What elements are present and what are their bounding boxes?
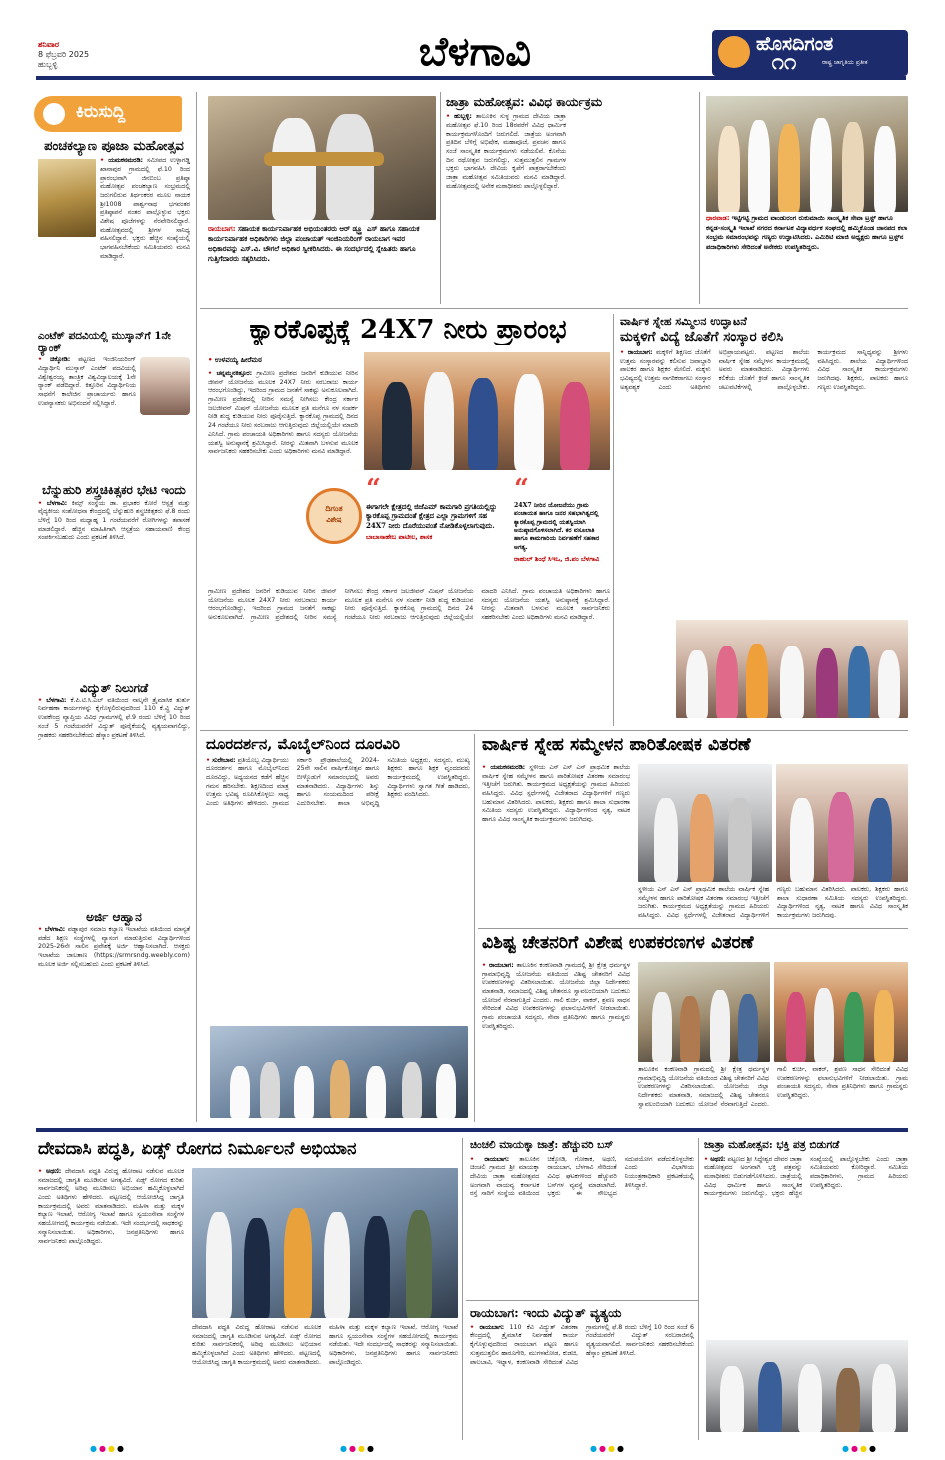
quote-icon: “ — [514, 476, 529, 504]
story-body: • ರಾಯಬಾಗ: ತಾಲೂಕಿನ ಚಿಂಚಲಿ ಗ್ರಾಮದ ಶ್ರೀ ಮಾಯಕ್ಕಾ ದೇವಿಯ ಜಾತ್ರಾ ಮಹೋತ್ಸವದ ಅಂಗವಾಗಿ ವಾಯವ್ಯ ಕರ್ನಾಟಕ ರಸ್ತೆ ಸಾರಿಗೆ ಸಂಸ್ಥೆಯ ವತಿಯಿಂದ ಚಿಕ್ಕೋಡಿ, ಗೋಕಾಕ, ಅಥಣಿ, ರಾಯಬಾಗ, ಬೆಳಗಾವಿ ಸೇರಿದಂತೆ ವಿವಿಧ ಘಟಕಗಳಿಂದ ಹೆಚ್ಚುವರಿ ಬಸ್‌ಗಳ ವ್ಯವಸ್ಥೆ ಮಾಡಲಾಗಿದೆ. ಭಕ್ತರು ಈ ಸೌಲಭ್ಯದ ಸದುಪಯೋಗ ಪಡೆದುಕೊಳ್ಳಬೇಕು ಎಂದು ವಿಭಾಗೀಯ ನಿಯಂತ್ರಣಾಧಿಕಾರಿ ಪ್ರಕಟಣೆಯಲ್ಲಿ ತಿಳಿಸಿದ್ದಾರೆ. — [470, 1155, 694, 1198]
bhakti-patra-photo — [706, 1340, 908, 1432]
bottom-band-rule — [36, 1128, 908, 1132]
page-number: ೧೧ — [771, 52, 797, 74]
lead-body-continued — [208, 588, 610, 724]
story-body: • ಅಥಣಿ: ಪಟ್ಟಣದ ಶ್ರೀ ಸಿದ್ಧೇಶ್ವರ ದೇವರ ಜಾತ್ರಾ ಮಹೋತ್ಸವದ ಅಂಗವಾಗಿ ಭಕ್ತಿ ಪತ್ರವನ್ನು ಮಠಾಧೀಶರು ಬಿಡುಗಡೆಗೊಳಿಸಿದರು. ಜಾತ್ರೆಯಲ್ಲಿ ವಿವಿಧ ಧಾರ್ಮಿಕ ಹಾಗೂ ಸಾಂಸ್ಕೃತಿಕ ಕಾರ್ಯಕ್ರಮಗಳು ಜರುಗಲಿದ್ದು, ಭಕ್ತರು ಹೆಚ್ಚಿನ ಸಂಖ್ಯೆಯಲ್ಲಿ ಪಾಲ್ಗೊಳ್ಳಬೇಕು ಎಂದು ಜಾತ್ರಾ ಸಮಿತಿಯವರು ಕೋರಿದ್ದಾರೆ. ಸಮಿತಿಯ ಪದಾಧಿಕಾರಿಗಳು, ಗ್ರಾಮದ ಹಿರಿಯರು ಉಪಸ್ಥಿತರಿದ್ದರು. — [704, 1155, 908, 1198]
byline-text: ಉಳವಯ್ಯ ಹೀರೆಮಠ — [214, 356, 262, 364]
story-headline: ಜಾತ್ರಾ ಮಹೋತ್ಸವ: ವಿವಿಧ ಕಾರ್ಯಕ್ರಮ — [446, 96, 603, 109]
story-headline: ದೇವದಾಸಿ ಪದ್ಧತಿ, ಏಡ್ಸ್ ರೋಗದ ನಿರ್ಮೂಲನೆ ಅಭಿಯಾನ — [38, 1140, 357, 1159]
story-dateline: ರಾಯಬಾಗ: — [488, 962, 514, 969]
doordarshan-story — [206, 736, 470, 1122]
edition-title: ಬೆಳಗಾವಿ — [418, 32, 532, 72]
story-headline: ರಾಯಬಾಗ: ಇಂದು ವಿದ್ಯುತ್ ವ್ಯತ್ಯಯ — [470, 1306, 622, 1320]
brief-dateline: ಬೆಳಗಾವಿ: — [44, 925, 66, 933]
story-subhead: ಮಕ್ಕಳಿಗೆ ವಿದ್ಯೆ ಜೊತೆಗೆ ಸಂಸ್ಕಾರ ಕಲಿಸಿ — [620, 329, 784, 346]
briefs-column — [38, 140, 190, 1120]
digantha-special-seal — [306, 488, 362, 544]
equipment-photo-left — [638, 962, 770, 1062]
caption-text: ಇಟ್ಟಿಗಟ್ಟಿ ಗ್ರಾಮದ ವಾಂಡುರಂಗ ರುಕುಮಾಯಿ ಸಾಂಸ್ಕೃತಿಕ ಸೇವಾ ಟ್ರಸ್ಟ್ ಹಾಗೂ ಕನ್ನಡ-ಸಂಸ್ಕೃತಿ ಇಲಾಖೆ ನಗರದ ಕರ್ನಾಟಕ ವಿದ್ಯಾವರ್ಧಕ ಸಂಘದಲ್ಲಿ ಹಮ್ಮಿಕೊಂಡ ಜಾನಪದ ಕಲಾ ಸಂಭ್ರಮ ಸಮಾರಂಭವನ್ನು ಗಣ್ಯರು ಉದ್ಘಾಟಿಸಿದರು. ಎಮಿರಿಟಿ ಮಾಜಿ ಅಧ್ಯಕ್ಷರು ಹಾಗೂ ಟ್ರಸ್ಟ್‌ನ ಪದಾಧಿಕಾರಿಗಳು ಸೇರಿದಂತೆ ಅನೇಕರು ಉಪಸ್ಥಿತರಿದ್ದರು. — [706, 214, 908, 251]
story-headline: ವಾರ್ಷಿಕ ಸ್ನೇಹ ಸಮ್ಮೇಳನ ಪಾರಿತೋಷಕ ವಿತರಣೆ — [482, 736, 751, 755]
story-text: ತಾಲೂಕಿನ ಚಿಂಚಲಿ ಗ್ರಾಮದ ಶ್ರೀ ಮಾಯಕ್ಕಾ ದೇವಿಯ ಜಾತ್ರಾ ಮಹೋತ್ಸವದ ಅಂಗವಾಗಿ ವಾಯವ್ಯ ಕರ್ನಾಟಕ ರಸ್ತೆ ಸಾರಿಗೆ ಸಂಸ್ಥೆಯ ವತಿಯಿಂದ ಚಿಕ್ಕೋಡಿ, ಗೋಕಾಕ, ಅಥಣಿ, ರಾಯಬಾಗ, ಬೆಳಗಾವಿ ಸೇರಿದಂತೆ ವಿವಿಧ ಘಟಕಗಳಿಂದ ಹೆಚ್ಚುವರಿ ಬಸ್‌ಗಳ ವ್ಯವಸ್ಥೆ ಮಾಡಲಾಗಿದೆ. ಭಕ್ತರು ಈ ಸೌಲಭ್ಯದ ಸದುಪಯೋಗ ಪಡೆದುಕೊಳ್ಳಬೇಕು ಎಂದು ವಿಭಾಗೀಯ ನಿಯಂತ್ರಣಾಧಿಕಾರಿ ಪ್ರಕಟಣೆಯಲ್ಲಿ ತಿಳಿಸಿದ್ದಾರೆ. — [470, 1155, 694, 1198]
story-dateline: ಸುರೇಬಾನ: — [212, 756, 236, 764]
story-dateline: ರಾಯಬಾಗ: — [627, 348, 653, 356]
story-headline: ಜಾತ್ರಾ ಮಹೋತ್ಸವ: ಭಕ್ತಿ ಪತ್ರ ಬಿಡುಗಡೆ — [704, 1140, 840, 1151]
annual-day-photo — [676, 620, 908, 718]
lead-headline: ಕ್ಯಾರಕೊಪ್ಪಕ್ಕೆ 24X7 ನೀರು ಪ್ರಾರಂಭ — [249, 316, 567, 345]
column-rule — [474, 734, 475, 1122]
student-portrait-photo — [140, 357, 190, 415]
story-text: ತಾಲೂಕಿನ ಸುಳ್ಳ ಗ್ರಾಮದ ದೇವಿಯ ಜಾತ್ರಾ ಮಹೋತ್ಸವ ಫೆ.10 ರಿಂದ 18ರವರೆಗೆ ವಿವಿಧ ಧಾರ್ಮಿಕ ಕಾರ್ಯಕ್ರಮಗಳೊಂದಿಗೆ ಜರುಗಲಿದೆ. ಜಾತ್ರೆಯ ಅಂಗವಾಗಿ ಪ್ರತಿದಿನ ಬೆಳಿಗ್ಗೆ ಅಭಿಷೇಕ, ಮಹಾಪೂಜೆ, ಪ್ರವಚನ ಹಾಗೂ ಸಂಜೆ ಸಾಂಸ್ಕೃತಿಕ ಕಾರ್ಯಕ್ರಮಗಳು ನಡೆಯಲಿವೆ. ಕೊನೆಯ ದಿನ ರಥೋತ್ಸವ ಜರುಗಲಿದ್ದು, ಸುತ್ತಮುತ್ತಲಿನ ಗ್ರಾಮಗಳ ಭಕ್ತರು ಭಾಗವಹಿಸಿ ದೇವಿಯ ಕೃಪೆಗೆ ಪಾತ್ರರಾಗಬೇಕೆಂದು ಜಾತ್ರಾ ಮಹೋತ್ಸವ ಸಮಿತಿಯವರು ಮನವಿ ಮಾಡಿದ್ದಾರೆ. ಮಹೋತ್ಸವದಲ್ಲಿ ಅನೇಕ ಮಠಾಧೀಶರು ಪಾಲ್ಗೊಳ್ಳಲಿದ್ದಾರೆ. — [446, 113, 566, 190]
column-rule — [196, 92, 197, 1122]
chinchali-story — [470, 1140, 694, 1296]
story-text: ತಾಲೂಕಿನ ಕಂಕಣವಾಡಿ ಗ್ರಾಮದಲ್ಲಿ ಶ್ರೀ ಕ್ಷೇತ್ರ ಧರ್ಮಸ್ಥಳ ಗ್ರಾಮಾಭಿವೃದ್ಧಿ ಯೋಜನೆಯ ವತಿಯಿಂದ ವಿಶಿಷ್ಟ ಚೇತನರಿಗೆ ವಿವಿಧ ಉಪಕರಣಗಳನ್ನು ವಿತರಿಸಲಾಯಿತು. ಯೋಜನೆಯ ಜಿಲ್ಲಾ ನಿರ್ದೇಶಕರು ಮಾತನಾಡಿ, ಸಮಾಜದಲ್ಲಿ ವಿಶಿಷ್ಟ ಚೇತನರೂ ಸ್ವಾವಲಂಬಿಯಾಗಿ ಬದುಕಲು ಯೋಜನೆ ನೆರವಾಗುತ್ತಿದೆ ಎಂದರು. ಗಾಲಿ ಕುರ್ಚಿ, ವಾಕರ್, ಶ್ರವಣ ಸಾಧನ ಸೇರಿದಂತೆ ವಿವಿಧ ಉಪಕರಣಗಳನ್ನು ಫಲಾನುಭವಿಗಳಿಗೆ ನೀಡಲಾಯಿತು. ಗ್ರಾಮ ಪಂಚಾಯತಿ ಸದಸ್ಯರು, ಸೇವಾ ಪ್ರತಿನಿಧಿಗಳು ಹಾಗೂ ಗ್ರಾಮಸ್ಥರು ಉಪಸ್ಥಿತರಿದ್ದರು. — [482, 962, 630, 1030]
brief-text: ಸಮೀಪದ ಉಳ್ಳಾಗಡ್ಡಿ ಖಾನಾಪುರ ಗ್ರಾಮದಲ್ಲಿ ಫೆ.10 ರಿಂದ ಪ್ರಾರಂಭವಾಗಿ ಜಿನಬಿಂಬ ಪ್ರತಿಷ್ಠಾ ಮಹೋತ್ಸವ ಪಂಚಕಲ್ಯಾಣ ಸಂಭ್ರಮದಲ್ಲಿ ಜರುಗಲಿರುವ ತಿರ್ಥಂಕರರ ಮೂಲ ನಾಯಕ ಶ್ರೀ1008 ಪಾರ್ಶ್ವನಾಥ ಭಗವಂತರ ಪ್ರತಿಷ್ಠಾಪನೆ ನಂತರ ಪಾಲ್ಗೊಳ್ಳುವ ಭಕ್ತರು ವಿಶೇಷ ಪೂಜೆಗಳನ್ನು ನೆರವೇರಿಸಲಿದ್ದಾರೆ. ಮಹೋತ್ಸವದಲ್ಲಿ ಶ್ರೀಗಳ ಸಾನಿಧ್ಯ ವಹಿಸಲಿದ್ದಾರೆ. ಭಕ್ತರು ಹೆಚ್ಚಿನ ಸಂಖ್ಯೆಯಲ್ಲಿ ಭಾಗವಹಿಸಬೇಕೆಂದು ಸಮಿತಿಯವರು ಮನವಿ ಮಾಡಿದ್ದಾರೆ. — [100, 157, 190, 260]
lead-byline: • ಉಳವಯ್ಯ ಹೀರೆಮಠ — [208, 356, 262, 364]
story-dateline: ಅಥಣಿ: — [710, 1155, 726, 1163]
devadasi-story — [38, 1140, 458, 1436]
section-rule — [478, 928, 908, 929]
paper-name: ಹೊಸದಿಗಂತ — [756, 33, 834, 55]
caption-text: ಸಹಾಯಕ ಕಾರ್ಯನಿರ್ವಾಹಕ ಅಭಿಯಂತರರು ಆರ್ ಡ್ಬ್ಲ್ಯೂ ಎಸ್ ಹಾಗೂ ಸಹಾಯಕ ಕಾರ್ಯನಿರ್ವಾಹಕ ಅಧಿಕಾರಿಗಳು ಜಿಲ್ಲಾ ಪಂಚಾಯತ್ ಇಂಜಿನಿಯರಿಂಗ್ ರಾಯಬಾಗ ಇವರ ಅಧಿಕಾರವನ್ನು ಎಸ್.ವಿ. ಚೌಗಲೆ ಅಧಿಕಾರ ಸ್ವೀಕರಿಸಿದರು. ಈ ಸಂದರ್ಭದಲ್ಲಿ ಸ್ನೇಹಿತರು ಹಾಗೂ ಗುತ್ತಿಗೆದಾರರು ಸತ್ಕರಿಸಿದರು. — [208, 225, 420, 264]
story-dateline: ಚನ್ನಮ್ಮನಕಿತ್ತೂರ: — [216, 370, 253, 377]
column-rule — [699, 92, 700, 304]
jain-idol-photo — [38, 159, 96, 237]
story-dateline: ಹುಬ್ಬಳ್ಳಿ: — [454, 113, 472, 121]
story-text: ದೇವದಾಸಿ ಪದ್ಧತಿ ವಿರುದ್ಧ ಹೋರಾಟ ನಡೆಸುವ ಮೂಲಕ ಸಮಾಜದಲ್ಲಿ ಜಾಗೃತಿ ಮೂಡಿಸುವ ಅಗತ್ಯವಿದೆ. ಏಡ್ಸ್ ರೋಗದ ಕುರಿತು ಸಾರ್ವಜನಿಕರಲ್ಲಿ ಅರಿವು ಮೂಡಿಸಲು ಅಭಿಯಾನ ಹಮ್ಮಿಕೊಳ್ಳಲಾಗಿದೆ ಎಂದು ಅತಿಥಿಗಳು ಹೇಳಿದರು. ಪಟ್ಟಣದಲ್ಲಿ ಆಯೋಜಿಸಿದ್ದ ಜಾಗೃತಿ ಕಾರ್ಯಕ್ರಮದಲ್ಲಿ ಅವರು ಮಾತನಾಡಿದರು. ಮಹಿಳಾ ಮತ್ತು ಮಕ್ಕಳ ಕಲ್ಯಾಣ ಇಲಾಖೆ, ಆರೋಗ್ಯ ಇಲಾಖೆ ಹಾಗೂ ಸ್ವಯಂಸೇವಾ ಸಂಸ್ಥೆಗಳ ಸಹಯೋಗದಲ್ಲಿ ಕಾರ್ಯಕ್ರಮ ನಡೆಯಿತು. ಇದೇ ಸಂದರ್ಭದಲ್ಲಿ ಸಾಧಕರನ್ನು ಸನ್ಮಾನಿಸಲಾಯಿತು. ಅಧಿಕಾರಿಗಳು, ಜನಪ್ರತಿನಿಧಿಗಳು ಹಾಗೂ ಸಾರ್ವಜನಿಕರು ಪಾಲ್ಗೊಂಡಿದ್ದರು. — [38, 1168, 184, 1245]
column-rule — [698, 1138, 699, 1440]
registration-marks: ●●●● — [590, 1444, 626, 1453]
story-body-continued — [638, 886, 908, 926]
quote-block-mla — [366, 476, 506, 584]
quote-block-ceo — [514, 476, 610, 584]
story-text: ಸ್ಥಳೀಯ ಎಸ್ ಎಸ್ ಎಸ್ ಪ್ರಾಥಮಿಕ ಶಾಲೆಯ ವಾರ್ಷಿಕ ಸ್ನೇಹ ಸಮ್ಮೇಳನ ಹಾಗೂ ಪಾರಿತೋಷಕ ವಿತರಣಾ ಸಮಾರಂಭ ಇತ್ತೀಚೆಗೆ ಜರುಗಿತು. ಕಾರ್ಯಕ್ರಮದ ಅಧ್ಯಕ್ಷತೆಯನ್ನು ಗ್ರಾಮದ ಹಿರಿಯರು ವಹಿಸಿದ್ದರು. ವಿವಿಧ ಸ್ಪರ್ಧೆಗಳಲ್ಲಿ ವಿಜೇತರಾದ ವಿದ್ಯಾರ್ಥಿಗಳಿಗೆ ಗಣ್ಯರು ಬಹುಮಾನ ವಿತರಿಸಿದರು. ಪಾಲಕರು, ಶಿಕ್ಷಕರು ಹಾಗೂ ಶಾಲಾ ಸುಧಾರಣಾ ಸಮಿತಿಯ ಸದಸ್ಯರು ಉಪಸ್ಥಿತರಿದ್ದರು. ವಿದ್ಯಾರ್ಥಿಗಳಿಂದ ನೃತ್ಯ, ನಾಟಕ ಹಾಗೂ ವಿವಿಧ ಸಾಂಸ್ಕೃತಿಕ ಕಾರ್ಯಕ್ರಮಗಳು ಜರುಗಿದವು. — [482, 764, 630, 824]
story-headline: ದೂರದರ್ಶನ, ಮೊಬೈಲ್‌ನಿಂದ ದೂರವಿರಿ — [206, 736, 401, 753]
quote-byline: ರಾಹುಲ್ ಶಿಂಧೆ ಸಿಇಒ, ಜಿ.ಪಂ ಬೆಳಗಾವಿ — [514, 555, 600, 564]
brief-headline: ಅರ್ಜಿ ಆಹ್ವಾನ — [86, 909, 142, 924]
story-dateline: ರಾಯಬಾಗ: — [479, 1323, 505, 1331]
brief-headline: ಬೆನ್ನುಹುರಿ ಶಸ್ತ್ರಚಿಕಿತ್ಸಕರ ಭೇಟಿ ಇಂದು — [42, 483, 186, 498]
story-headline: ಚಿಂಚಲಿ ಮಾಯಕ್ಕಾ ಜಾತ್ರೆ: ಹೆಚ್ಚುವರಿ ಬಸ್ — [470, 1140, 614, 1151]
story-text: ಪಟ್ಟಣದ ಶ್ರೀ ಸಿದ್ಧೇಶ್ವರ ದೇವರ ಜಾತ್ರಾ ಮಹೋತ್ಸವದ ಅಂಗವಾಗಿ ಭಕ್ತಿ ಪತ್ರವನ್ನು ಮಠಾಧೀಶರು ಬಿಡುಗಡೆಗೊಳಿಸಿದರು. ಜಾತ್ರೆಯಲ್ಲಿ ವಿವಿಧ ಧಾರ್ಮಿಕ ಹಾಗೂ ಸಾಂಸ್ಕೃತಿಕ ಕಾರ್ಯಕ್ರಮಗಳು ಜರುಗಲಿದ್ದು, ಭಕ್ತರು ಹೆಚ್ಚಿನ ಸಂಖ್ಯೆಯಲ್ಲಿ ಪಾಲ್ಗೊಳ್ಳಬೇಕು ಎಂದು ಜಾತ್ರಾ ಸಮಿತಿಯವರು ಕೋರಿದ್ದಾರೆ. ಸಮಿತಿಯ ಪದಾಧಿಕಾರಿಗಳು, ಗ್ರಾಮದ ಹಿರಿಯರು ಉಪಸ್ಥಿತರಿದ್ದರು. — [704, 1155, 908, 1198]
story-body: • ರಾಯಬಾಗ: 110 ಕೆವಿ ವಿದ್ಯುತ್ ವಿತರಣಾ ಕೇಂದ್ರದಲ್ಲಿ ತ್ರೈಮಾಸಿಕ ನಿರ್ವಹಣೆ ಕಾರ್ಯ ಕೈಗೊಳ್ಳುವುದರಿಂದ ರಾಯಬಾಗ ಪಟ್ಟಣ ಹಾಗೂ ಸುತ್ತಮುತ್ತಲಿನ ಹಾರೂಗೇರಿ, ಮುಗಳಖೋಡ, ಕುಡಚಿ, ಪಾಲಬಾವಿ, ಇಟ್ನಾಳ, ಕಂಕಣವಾಡಿ ಸೇರಿದಂತೆ ವಿವಿಧ ಗ್ರಾಮಗಳಲ್ಲಿ ಫೆ.8 ರಂದು ಬೆಳಿಗ್ಗೆ 10 ರಿಂದ ಸಂಜೆ 6 ಗಂಟೆಯವರೆಗೆ ವಿದ್ಯುತ್ ಸರಬರಾಜಿನಲ್ಲಿ ವ್ಯತ್ಯಯವಾಗಲಿದೆ. ಸಾರ್ವಜನಿಕರು ಸಹಕರಿಸಬೇಕೆಂದು ಹೆಸ್ಕಾಂ ಪ್ರಕಟಣೆ ತಿಳಿಸಿದೆ. — [470, 1323, 694, 1366]
lead-body-col1: • ಚನ್ನಮ್ಮನಕಿತ್ತೂರ: ಗ್ರಾಮೀಣ ಪ್ರದೇಶದ ಜನರಿಗೆ ಕುಡಿಯುವ ನೀರಿನ ಜೀವನ್ ಯೋಜನೆಯ ಮೂಲಕ 24X7 ನೀರು ಸರಬರಾಜು ಕಾರ್ಯ ಆರಂಭಗೊಂಡಿದ್ದು, ಇದರಿಂದ ಗ್ರಾಮದ ಜನತೆಗೆ ಸಾಕಷ್ಟು ಅನುಕೂಲವಾಗಿದೆ. ಗ್ರಾಮೀಣ ಪ್ರದೇಶದಲ್ಲಿ ನೀರಿನ ಸಮಸ್ಯೆ ನೀಗಿಸಲು ಕೇಂದ್ರ ಸರ್ಕಾರ ಜಲಜೀವನ್ ಮಿಷನ್ ಯೋಜನೆಯ ಮೂಲಕ ಪ್ರತಿ ಮನೆಗೂ ನಳ ಸಂಪರ್ಕ ನೀಡಿ ಶುದ್ಧ ಕುಡಿಯುವ ನೀರು ಪೂರೈಸುತ್ತಿದೆ. ಕ್ಯಾರಕೊಪ್ಪ ಗ್ರಾಮದಲ್ಲಿ ದಿನದ 24 ಗಂಟೆಯೂ ನೀರು ಸರಬರಾಜು ಆಗುತ್ತಿರುವುದು ಜಿಲ್ಲೆಯಲ್ಲಿಯೇ ಮಾದರಿ ಎನಿಸಿದೆ. ಗ್ರಾಮ ಪಂಚಾಯತಿ ಅಧಿಕಾರಿಗಳು ಹಾಗೂ ಸದಸ್ಯರು ಯೋಜನೆಯ ಯಶಸ್ವಿ ಅನುಷ್ಠಾನಕ್ಕೆ ಶ್ರಮಿಸಿದ್ದಾರೆ. ನೀರನ್ನು ಮಿತವಾಗಿ ಬಳಸುವ ಮೂಲಕ ಸಾರ್ವಜನಿಕರು ಸಹಕರಿಸಬೇಕು ಎಂದು ಅಧಿಕಾರಿಗಳು ಮನವಿ ಮಾಡಿದ್ದಾರೆ. — [208, 370, 358, 456]
school-function-photo — [210, 1026, 468, 1118]
column-rule — [613, 314, 614, 726]
story-body: • ರಾಯಬಾಗ: ತಾಲೂಕಿನ ಕಂಕಣವಾಡಿ ಗ್ರಾಮದಲ್ಲಿ ಶ್ರೀ ಕ್ಷೇತ್ರ ಧರ್ಮಸ್ಥಳ ಗ್ರಾಮಾಭಿವೃದ್ಧಿ ಯೋಜನೆಯ ವತಿಯಿಂದ ವಿಶಿಷ್ಟ ಚೇತನರಿಗೆ ವಿವಿಧ ಉಪಕರಣಗಳನ್ನು ವಿತರಿಸಲಾಯಿತು. ಯೋಜನೆಯ ಜಿಲ್ಲಾ ನಿರ್ದೇಶಕರು ಮಾತನಾಡಿ, ಸಮಾಜದಲ್ಲಿ ವಿಶಿಷ್ಟ ಚೇತನರೂ ಸ್ವಾವಲಂಬಿಯಾಗಿ ಬದುಕಲು ಯೋಜನೆ ನೆರವಾಗುತ್ತಿದೆ ಎಂದರು. ಗಾಲಿ ಕುರ್ಚಿ, ವಾಕರ್, ಶ್ರವಣ ಸಾಧನ ಸೇರಿದಂತೆ ವಿವಿಧ ಉಪಕರಣಗಳನ್ನು ಫಲಾನುಭವಿಗಳಿಗೆ ನೀಡಲಾಯಿತು. ಗ್ರಾಮ ಪಂಚಾಯತಿ ಸದಸ್ಯರು, ಸೇವಾ ಪ್ರತಿನಿಧಿಗಳು ಹಾಗೂ ಗ್ರಾಮಸ್ಥರು ಉಪಸ್ಥಿತರಿದ್ದರು. — [482, 962, 630, 1030]
section-rule — [200, 308, 908, 309]
caption-dateline: ಧಾರವಾಡ: — [706, 214, 730, 222]
annual-day-story — [620, 316, 908, 724]
masthead-day: ಶನಿವಾರ — [38, 40, 60, 49]
brief-text: ಕಿಮ್ಸ್ ಸಂಸ್ಥೆಯ ಡಾ. ಪ್ರಭಾಕರ ಕೋರೆ ಆಸ್ಪತ್ರೆ ಮತ್ತು ವೈದ್ಯಕೀಯ ಸಂಶೋಧನಾ ಕೇಂದ್ರದಲ್ಲಿ ಬೆನ್ನುಹುರಿ ಶಸ್ತ್ರಚಿಕಿತ್ಸಕರು ಫೆ.8 ರಂದು ಬೆಳಿಗ್ಗೆ 10 ರಿಂದ ಮಧ್ಯಾಹ್ನ 1 ಗಂಟೆಯವರೆಗೆ ರೋಗಿಗಳನ್ನು ತಪಾಸಣೆ ಮಾಡಲಿದ್ದಾರೆ. ಹೆಚ್ಚಿನ ಮಾಹಿತಿಗಾಗಿ ಆಸ್ಪತ್ರೆಯ ಸಹಾಯವಾಣಿ ಕೇಂದ್ರ ಸಂಪರ್ಕಿಸಬಹುದು ಎಂದು ಪ್ರಕಟಣೆ ತಿಳಿಸಿದೆ. — [38, 499, 190, 542]
dharwad-caption — [706, 214, 908, 306]
jatra-story — [446, 96, 694, 306]
hand-pointer-icon — [40, 100, 68, 128]
story-text: 110 ಕೆವಿ ವಿದ್ಯುತ್ ವಿತರಣಾ ಕೇಂದ್ರದಲ್ಲಿ ತ್ರೈಮಾಸಿಕ ನಿರ್ವಹಣೆ ಕಾರ್ಯ ಕೈಗೊಳ್ಳುವುದರಿಂದ ರಾಯಬಾಗ ಪಟ್ಟಣ ಹಾಗೂ ಸುತ್ತಮುತ್ತಲಿನ ಹಾರೂಗೇರಿ, ಮುಗಳಖೋಡ, ಕುಡಚಿ, ಪಾಲಬಾವಿ, ಇಟ್ನಾಳ, ಕಂಕಣವಾಡಿ ಸೇರಿದಂತೆ ವಿವಿಧ ಗ್ರಾಮಗಳಲ್ಲಿ ಫೆ.8 ರಂದು ಬೆಳಿಗ್ಗೆ 10 ರಿಂದ ಸಂಜೆ 6 ಗಂಟೆಯವರೆಗೆ ವಿದ್ಯುತ್ ಸರಬರಾಜಿನಲ್ಲಿ ವ್ಯತ್ಯಯವಾಗಲಿದೆ. ಸಾರ್ವಜನಿಕರು ಸಹಕರಿಸಬೇಕೆಂದು ಹೆಸ್ಕಾಂ ಪ್ರಕಟಣೆ ತಿಳಿಸಿದೆ. — [470, 1323, 694, 1366]
story-body-continued — [638, 1066, 908, 1122]
masthead-city: ಹುಬ್ಬಳ್ಳಿ — [38, 60, 58, 69]
seal-subtitle: ವಿಶೇಷ — [326, 516, 342, 524]
quote-text: ಈಗಾಗಲೇ ಕ್ಷೇತ್ರದಲ್ಲಿ ಜಿಜೆಎಮ್ ಕಾಮಗಾರಿ ಪ್ರಗತಿಯಲ್ಲಿದ್ದು ಕ್ಯಾರಕೊಪ್ಪ ಗ್ರಾಮದಂತೆ ಕ್ಷೇತ್ರದ ಎಲ್ಲಾ ಗ್ರಾಮಗಳಿಗೆ ಸಹ 24X7 ನೀರು ದೊರೆಯುವಂತೆ ನೋಡಿಕೊಳ್ಳಲಾಗುವುದು. — [366, 502, 497, 530]
brief-body: • ಯಮಕನಮರಡಿ: ಸಮೀಪದ ಉಳ್ಳಾಗಡ್ಡಿ ಖಾನಾಪುರ ಗ್ರಾಮದಲ್ಲಿ ಫೆ.10 ರಿಂದ ಪ್ರಾರಂಭವಾಗಿ ಜಿನಬಿಂಬ ಪ್ರತಿಷ್ಠಾ ಮಹೋತ್ಸವ ಪಂಚಕಲ್ಯಾಣ ಸಂಭ್ರಮದಲ್ಲಿ ಜರುಗಲಿರುವ ತಿರ್ಥಂಕರರ ಮೂಲ ನಾಯಕ ಶ್ರೀ1008 ಪಾರ್ಶ್ವನಾಥ ಭಗವಂತರ ಪ್ರತಿಷ್ಠಾಪನೆ ನಂತರ ಪಾಲ್ಗೊಳ್ಳುವ ಭಕ್ತರು ವಿಶೇಷ ಪೂಜೆಗಳನ್ನು ನೆರವೇರಿಸಲಿದ್ದಾರೆ. ಮಹೋತ್ಸವದಲ್ಲಿ ಶ್ರೀಗಳ ಸಾನಿಧ್ಯ ವಹಿಸಲಿದ್ದಾರೆ. ಭಕ್ತರು ಹೆಚ್ಚಿನ ಸಂಖ್ಯೆಯಲ್ಲಿ ಭಾಗವಹಿಸಬೇಕೆಂದು ಸಮಿತಿಯವರು ಮನವಿ ಮಾಡಿದ್ದಾರೆ. — [100, 157, 190, 260]
awareness-event-photo — [192, 1168, 458, 1318]
brief-headline: ಎಂಟೆಕ್ ಪದವಿಯಲ್ಲಿ ಮುಸ್ಕಾನ್‌ಗೆ 1ನೇ ರ‍್ಯಾಂಕ್ — [38, 330, 171, 354]
dharwad-event-photo — [706, 96, 908, 212]
registration-marks: ●●●● — [340, 1444, 376, 1453]
story-text: ಗ್ರಾಮೀಣ ಪ್ರದೇಶದ ಜನರಿಗೆ ಕುಡಿಯುವ ನೀರಿನ ಜೀವನ್ ಯೋಜನೆಯ ಮೂಲಕ 24X7 ನೀರು ಸರಬರಾಜು ಕಾರ್ಯ ಆರಂಭಗೊಂಡಿದ್ದು, ಇದರಿಂದ ಗ್ರಾಮದ ಜನತೆಗೆ ಸಾಕಷ್ಟು ಅನುಕೂಲವಾಗಿದೆ. ಗ್ರಾಮೀಣ ಪ್ರದೇಶದಲ್ಲಿ ನೀರಿನ ಸಮಸ್ಯೆ ನೀಗಿಸಲು ಕೇಂದ್ರ ಸರ್ಕಾರ ಜಲಜೀವನ್ ಮಿಷನ್ ಯೋಜನೆಯ ಮೂಲಕ ಪ್ರತಿ ಮನೆಗೂ ನಳ ಸಂಪರ್ಕ ನೀಡಿ ಶುದ್ಧ ಕುಡಿಯುವ ನೀರು ಪೂರೈಸುತ್ತಿದೆ. ಕ್ಯಾರಕೊಪ್ಪ ಗ್ರಾಮದಲ್ಲಿ ದಿನದ 24 ಗಂಟೆಯೂ ನೀರು ಸರಬರಾಜು ಆಗುತ್ತಿರುವುದು ಜಿಲ್ಲೆಯಲ್ಲಿಯೇ ಮಾದರಿ ಎನಿಸಿದೆ. ಗ್ರಾಮ ಪಂಚಾಯತಿ ಅಧಿಕಾರಿಗಳು ಹಾಗೂ ಸದಸ್ಯರು ಯೋಜನೆಯ ಯಶಸ್ವಿ ಅನುಷ್ಠಾನಕ್ಕೆ ಶ್ರಮಿಸಿದ್ದಾರೆ. ನೀರನ್ನು ಮಿತವಾಗಿ ಬಳಸುವ ಮೂಲಕ ಸಾರ್ವಜನಿಕರು ಸಹಕರಿಸಬೇಕು ಎಂದು ಅಧಿಕಾರಿಗಳು ಮನವಿ ಮಾಡಿದ್ದಾರೆ. — [208, 588, 610, 622]
handover-photo — [208, 96, 436, 220]
seal-title: ದಿಗಂತ — [325, 504, 343, 513]
prize-photo-left — [638, 764, 772, 882]
column-rule — [440, 92, 441, 304]
brief-dateline: ಬೆಳಗಾವಿ: — [46, 499, 68, 507]
story-text: ಸ್ಥಳೀಯ ಎಸ್ ಎಸ್ ಎಸ್ ಪ್ರಾಥಮಿಕ ಶಾಲೆಯ ವಾರ್ಷಿಕ ಸ್ನೇಹ ಸಮ್ಮೇಳನ ಹಾಗೂ ಪಾರಿತೋಷಕ ವಿತರಣಾ ಸಮಾರಂಭ ಇತ್ತೀಚೆಗೆ ಜರುಗಿತು. ಕಾರ್ಯಕ್ರಮದ ಅಧ್ಯಕ್ಷತೆಯನ್ನು ಗ್ರಾಮದ ಹಿರಿಯರು ವಹಿಸಿದ್ದರು. ವಿವಿಧ ಸ್ಪರ್ಧೆಗಳಲ್ಲಿ ವಿಜೇತರಾದ ವಿದ್ಯಾರ್ಥಿಗಳಿಗೆ ಗಣ್ಯರು ಬಹುಮಾನ ವಿತರಿಸಿದರು. ಪಾಲಕರು, ಶಿಕ್ಷಕರು ಹಾಗೂ ಶಾಲಾ ಸುಧಾರಣಾ ಸಮಿತಿಯ ಸದಸ್ಯರು ಉಪಸ್ಥಿತರಿದ್ದರು. ವಿದ್ಯಾರ್ಥಿಗಳಿಂದ ನೃತ್ಯ, ನಾಟಕ ಹಾಗೂ ವಿವಿಧ ಸಾಂಸ್ಕೃತಿಕ ಕಾರ್ಯಕ್ರಮಗಳು ಜರುಗಿದವು. — [638, 886, 908, 920]
brief-text: ಕೆ.ಪಿ.ಟಿ.ಸಿ.ಎಲ್ ವತಿಯಿಂದ ನಾಲ್ಕನೇ ತ್ರೈಮಾಸಿಕ ತುರ್ತು ನಿರ್ವಹಣಾ ಕಾರ್ಯಗಳನ್ನು ಕೈಗೊಳ್ಳಲಿರುವುದರಿಂದ 110 ಕೆ.ವ್ಹಿ ವಿದ್ಯುತ್ ಉಪಕೇಂದ್ರ ವ್ಯಾಪ್ತಿಯ ವಿವಿಧ ಗ್ರಾಮಗಳಲ್ಲಿ ಫೆ.9 ರಂದು ಬೆಳಿಗ್ಗೆ 10 ರಿಂದ ಸಂಜೆ 5 ಗಂಟೆಯವರೆಗೆ ವಿದ್ಯುತ್ ಪೂರೈಕೆಯಲ್ಲಿ ವ್ಯತ್ಯಯವಾಗಲಿದ್ದು, ಗ್ರಾಹಕರು ಸಹಕರಿಸಬೇಕೆಂದು ಹೆಸ್ಕಾಂ ಪ್ರಕಟಣೆ ತಿಳಿಸಿದೆ. — [38, 696, 190, 739]
special-needs-story — [482, 934, 908, 1122]
brief-dateline: ಯಮಕನಮರಡಿ: — [108, 157, 143, 165]
water-inauguration-photo — [364, 352, 610, 470]
masthead-date: 8 ಫೆಬ್ರವರಿ 2025 — [38, 50, 90, 59]
brief-headline: ವಿದ್ಯುತ್ ನಿಲುಗಡೆ — [79, 680, 149, 695]
quote-byline: ಬಾಬಾಸಾಹೇಬ ಪಾಟೀಲ, ಶಾಸಕ — [366, 533, 433, 542]
brief-text: ಪಡ್ನಾಪುರ ಸಮಾಜ ಕಲ್ಯಾಣ ಇಲಾಖೆಯ ವತಿಯಿಂದ ಮಾನ್ಯತೆ ಪಡೆದ ಶಿಕ್ಷಣ ಸಂಸ್ಥೆಗಳಲ್ಲಿ ವ್ಯಾಸಂಗ ಮಾಡುತ್ತಿರುವ ವಿದ್ಯಾರ್ಥಿಗಳಿಂದ 2025-26ನೇ ಸಾಲಿನ ಪ್ರವೇಶಕ್ಕೆ ಅರ್ಜಿ ಆಹ್ವಾನಿಸಲಾಗಿದೆ. ಆಸಕ್ತರು ಇಲಾಖೆಯ ಜಾಲತಾಣ (https://srmrsndg.weebly.com) ಮೂಲಕ ಅರ್ಜಿ ಸಲ್ಲಿಸಬಹುದು ಎಂದು ಪ್ರಕಟಣೆ ತಿಳಿಸಿದೆ. — [38, 925, 190, 968]
story-body: • ಸುರೇಬಾನ: ಪ್ರತಿಯೊಬ್ಬ ವಿದ್ಯಾರ್ಥಿಯು ದೂರದರ್ಶನ ಹಾಗೂ ಮೊಬೈಲ್‌ನಿಂದ ದೂರವಿದ್ದು, ಅಧ್ಯಯನದ ಕಡೆಗೆ ಹೆಚ್ಚಿನ ಗಮನ ಹರಿಸಬೇಕು. ಶಿಕ್ಷಣದಿಂದ ಮಾತ್ರ ಉತ್ತಮ ಭವಿಷ್ಯ ರೂಪಿಸಿಕೊಳ್ಳಲು ಸಾಧ್ಯ ಎಂದು ಅತಿಥಿಗಳು ಹೇಳಿದರು. ಗ್ರಾಮದ ಸರ್ಕಾರಿ ಪ್ರೌಢಶಾಲೆಯಲ್ಲಿ 2024-25ನೇ ಸಾಲಿನ ವಾರ್ಷಿಕೋತ್ಸವ ಹಾಗೂ ಬೀಳ್ಕೊಡುಗೆ ಸಮಾರಂಭದಲ್ಲಿ ಅವರು ಮಾತನಾಡಿದರು. ವಿದ್ಯಾರ್ಥಿಗಳು ಶಿಸ್ತು ಹಾಗೂ ಸಂಯಮದಿಂದ ಪರೀಕ್ಷೆ ಎದುರಿಸಬೇಕು. ಶಾಲಾ ಅಭಿವೃದ್ಧಿ ಸಮಿತಿಯ ಅಧ್ಯಕ್ಷರು, ಸದಸ್ಯರು, ಮುಖ್ಯ ಶಿಕ್ಷಕರು ಹಾಗೂ ಶಿಕ್ಷಕ ವೃಂದದವರು ಕಾರ್ಯಕ್ರಮದಲ್ಲಿ ಉಪಸ್ಥಿತರಿದ್ದರು. ವಿದ್ಯಾರ್ಥಿಗಳು ಸ್ವಾಗತ ಗೀತೆ ಹಾಡಿದರು, ಶಿಕ್ಷಕರು ವಂದಿಸಿದರು. — [206, 756, 470, 807]
story-text: ಗ್ರಾಮೀಣ ಪ್ರದೇಶದ ಜನರಿಗೆ ಕುಡಿಯುವ ನೀರಿನ ಜೀವನ್ ಯೋಜನೆಯ ಮೂಲಕ 24X7 ನೀರು ಸರಬರಾಜು ಕಾರ್ಯ ಆರಂಭಗೊಂಡಿದ್ದು, ಇದರಿಂದ ಗ್ರಾಮದ ಜನತೆಗೆ ಸಾಕಷ್ಟು ಅನುಕೂಲವಾಗಿದೆ. ಗ್ರಾಮೀಣ ಪ್ರದೇಶದಲ್ಲಿ ನೀರಿನ ಸಮಸ್ಯೆ ನೀಗಿಸಲು ಕೇಂದ್ರ ಸರ್ಕಾರ ಜಲಜೀವನ್ ಮಿಷನ್ ಯೋಜನೆಯ ಮೂಲಕ ಪ್ರತಿ ಮನೆಗೂ ನಳ ಸಂಪರ್ಕ ನೀಡಿ ಶುದ್ಧ ಕುಡಿಯುವ ನೀರು ಪೂರೈಸುತ್ತಿದೆ. ಕ್ಯಾರಕೊಪ್ಪ ಗ್ರಾಮದಲ್ಲಿ ದಿನದ 24 ಗಂಟೆಯೂ ನೀರು ಸರಬರಾಜು ಆಗುತ್ತಿರುವುದು ಜಿಲ್ಲೆಯಲ್ಲಿಯೇ ಮಾದರಿ ಎನಿಸಿದೆ. ಗ್ರಾಮ ಪಂಚಾಯತಿ ಅಧಿಕಾರಿಗಳು ಹಾಗೂ ಸದಸ್ಯರು ಯೋಜನೆಯ ಯಶಸ್ವಿ ಅನುಷ್ಠಾನಕ್ಕೆ ಶ್ರಮಿಸಿದ್ದಾರೆ. ನೀರನ್ನು ಮಿತವಾಗಿ ಬಳಸುವ ಮೂಲಕ ಸಾರ್ವಜನಿಕರು ಸಹಕರಿಸಬೇಕು ಎಂದು ಅಧಿಕಾರಿಗಳು ಮನವಿ ಮಾಡಿದ್ದಾರೆ. — [208, 370, 358, 456]
bhakti-patra-story — [704, 1140, 908, 1436]
masthead-date-block — [38, 40, 148, 70]
brief-dateline: ಚಿಕ್ಕೋಡಿ: — [50, 356, 71, 364]
brief-body: • ಬೆಳಗಾವಿ: ಕೆ.ಪಿ.ಟಿ.ಸಿ.ಎಲ್ ವತಿಯಿಂದ ನಾಲ್ಕನೇ ತ್ರೈಮಾಸಿಕ ತುರ್ತು ನಿರ್ವಹಣಾ ಕಾರ್ಯಗಳನ್ನು ಕೈಗೊಳ್ಳಲಿರುವುದರಿಂದ 110 ಕೆ.ವ್ಹಿ ವಿದ್ಯುತ್ ಉಪಕೇಂದ್ರ ವ್ಯಾಪ್ತಿಯ ವಿವಿಧ ಗ್ರಾಮಗಳಲ್ಲಿ ಫೆ.9 ರಂದು ಬೆಳಿಗ್ಗೆ 10 ರಿಂದ ಸಂಜೆ 5 ಗಂಟೆಯವರೆಗೆ ವಿದ್ಯುತ್ ಪೂರೈಕೆಯಲ್ಲಿ ವ್ಯತ್ಯಯವಾಗಲಿದ್ದು, ಗ್ರಾಹಕರು ಸಹಕರಿಸಬೇಕೆಂದು ಹೆಸ್ಕಾಂ ಪ್ರಕಟಣೆ ತಿಳಿಸಿದೆ. — [38, 696, 190, 739]
story-body-continued — [192, 1324, 458, 1436]
story-body: • ಅಥಣಿ: ದೇವದಾಸಿ ಪದ್ಧತಿ ವಿರುದ್ಧ ಹೋರಾಟ ನಡೆಸುವ ಮೂಲಕ ಸಮಾಜದಲ್ಲಿ ಜಾಗೃತಿ ಮೂಡಿಸುವ ಅಗತ್ಯವಿದೆ. ಏಡ್ಸ್ ರೋಗದ ಕುರಿತು ಸಾರ್ವಜನಿಕರಲ್ಲಿ ಅರಿವು ಮೂಡಿಸಲು ಅಭಿಯಾನ ಹಮ್ಮಿಕೊಳ್ಳಲಾಗಿದೆ ಎಂದು ಅತಿಥಿಗಳು ಹೇಳಿದರು. ಪಟ್ಟಣದಲ್ಲಿ ಆಯೋಜಿಸಿದ್ದ ಜಾಗೃತಿ ಕಾರ್ಯಕ್ರಮದಲ್ಲಿ ಅವರು ಮಾತನಾಡಿದರು. ಮಹಿಳಾ ಮತ್ತು ಮಕ್ಕಳ ಕಲ್ಯಾಣ ಇಲಾಖೆ, ಆರೋಗ್ಯ ಇಲಾಖೆ ಹಾಗೂ ಸ್ವಯಂಸೇವಾ ಸಂಸ್ಥೆಗಳ ಸಹಯೋಗದಲ್ಲಿ ಕಾರ್ಯಕ್ರಮ ನಡೆಯಿತು. ಇದೇ ಸಂದರ್ಭದಲ್ಲಿ ಸಾಧಕರನ್ನು ಸನ್ಮಾನಿಸಲಾಯಿತು. ಅಧಿಕಾರಿಗಳು, ಜನಪ್ರತಿನಿಧಿಗಳು ಹಾಗೂ ಸಾರ್ವಜನಿಕರು ಪಾಲ್ಗೊಂಡಿದ್ದರು. — [38, 1168, 184, 1245]
brief-body: • ಚಿಕ್ಕೋಡಿ: ಪಟ್ಟಣದ ಇಂಜಿನಿಯರಿಂಗ್ ವಿದ್ಯಾರ್ಥಿನಿ ಮುಸ್ಕಾನ್ ಎಂಟೆಕ್ ಪದವಿಯಲ್ಲಿ ವಿಶ್ವೇಶ್ವರಯ್ಯ ತಾಂತ್ರಿಕ ವಿಶ್ವವಿದ್ಯಾಲಯಕ್ಕೆ 1ನೇ ರ‍್ಯಾಂಕ್ ಪಡೆದಿದ್ದಾರೆ. ಕಿತ್ತೂರಿನ ವಿದ್ಯಾರ್ಥಿನಿಯ ಸಾಧನೆಗೆ ಕಾಲೇಜಿನ ಪ್ರಾಚಾರ್ಯರು ಹಾಗೂ ಉಪನ್ಯಾಸಕರು ಅಭಿನಂದನೆ ಸಲ್ಲಿಸಿದ್ದಾರೆ. — [38, 356, 136, 407]
masthead-rule — [36, 76, 906, 80]
raybag-power-story — [470, 1306, 694, 1436]
story-text: ಪ್ರತಿಯೊಬ್ಬ ವಿದ್ಯಾರ್ಥಿಯು ದೂರದರ್ಶನ ಹಾಗೂ ಮೊಬೈಲ್‌ನಿಂದ ದೂರವಿದ್ದು, ಅಧ್ಯಯನದ ಕಡೆಗೆ ಹೆಚ್ಚಿನ ಗಮನ ಹರಿಸಬೇಕು. ಶಿಕ್ಷಣದಿಂದ ಮಾತ್ರ ಉತ್ತಮ ಭವಿಷ್ಯ ರೂಪಿಸಿಕೊಳ್ಳಲು ಸಾಧ್ಯ ಎಂದು ಅತಿಥಿಗಳು ಹೇಳಿದರು. ಗ್ರಾಮದ ಸರ್ಕಾರಿ ಪ್ರೌಢಶಾಲೆಯಲ್ಲಿ 2024-25ನೇ ಸಾಲಿನ ವಾರ್ಷಿಕೋತ್ಸವ ಹಾಗೂ ಬೀಳ್ಕೊಡುಗೆ ಸಮಾರಂಭದಲ್ಲಿ ಅವರು ಮಾತನಾಡಿದರು. ವಿದ್ಯಾರ್ಥಿಗಳು ಶಿಸ್ತು ಹಾಗೂ ಸಂಯಮದಿಂದ ಪರೀಕ್ಷೆ ಎದುರಿಸಬೇಕು. ಶಾಲಾ ಅಭಿವೃದ್ಧಿ ಸಮಿತಿಯ ಅಧ್ಯಕ್ಷರು, ಸದಸ್ಯರು, ಮುಖ್ಯ ಶಿಕ್ಷಕರು ಹಾಗೂ ಶಿಕ್ಷಕ ವೃಂದದವರು ಕಾರ್ಯಕ್ರಮದಲ್ಲಿ ಉಪಸ್ಥಿತರಿದ್ದರು. ವಿದ್ಯಾರ್ಥಿಗಳು ಸ್ವಾಗತ ಗೀತೆ ಹಾಡಿದರು, ಶಿಕ್ಷಕರು ವಂದಿಸಿದರು. — [206, 756, 470, 807]
caption-dateline: ರಾಯಬಾಗ: — [208, 225, 236, 233]
story-dateline: ಅಥಣಿ: — [46, 1168, 62, 1175]
registration-marks: ●●●● — [842, 1444, 878, 1453]
story-body: • ಯಮಕನಮರಡಿ: ಸ್ಥಳೀಯ ಎಸ್ ಎಸ್ ಎಸ್ ಪ್ರಾಥಮಿಕ ಶಾಲೆಯ ವಾರ್ಷಿಕ ಸ್ನೇಹ ಸಮ್ಮೇಳನ ಹಾಗೂ ಪಾರಿತೋಷಕ ವಿತರಣಾ ಸಮಾರಂಭ ಇತ್ತೀಚೆಗೆ ಜರುಗಿತು. ಕಾರ್ಯಕ್ರಮದ ಅಧ್ಯಕ್ಷತೆಯನ್ನು ಗ್ರಾಮದ ಹಿರಿಯರು ವಹಿಸಿದ್ದರು. ವಿವಿಧ ಸ್ಪರ್ಧೆಗಳಲ್ಲಿ ವಿಜೇತರಾದ ವಿದ್ಯಾರ್ಥಿಗಳಿಗೆ ಗಣ್ಯರು ಬಹುಮಾನ ವಿತರಿಸಿದರು. ಪಾಲಕರು, ಶಿಕ್ಷಕರು ಹಾಗೂ ಶಾಲಾ ಸುಧಾರಣಾ ಸಮಿತಿಯ ಸದಸ್ಯರು ಉಪಸ್ಥಿತರಿದ್ದರು. ವಿದ್ಯಾರ್ಥಿಗಳಿಂದ ನೃತ್ಯ, ನಾಟಕ ಹಾಗೂ ವಿವಿಧ ಸಾಂಸ್ಕೃತಿಕ ಕಾರ್ಯಕ್ರಮಗಳು ಜರುಗಿದವು. — [482, 764, 630, 824]
section-rule — [200, 730, 908, 731]
story-dateline: ರಾಯಬಾಗ: — [484, 1155, 510, 1163]
registration-marks: ●●●● — [90, 1444, 126, 1453]
briefs-section-title: ಕಿರುಸುದ್ದಿ — [76, 102, 126, 122]
equipment-photo-right — [774, 962, 908, 1062]
prize-photo-right — [776, 764, 908, 882]
story-body: • ಹುಬ್ಬಳ್ಳಿ: ತಾಲೂಕಿನ ಸುಳ್ಳ ಗ್ರಾಮದ ದೇವಿಯ ಜಾತ್ರಾ ಮಹೋತ್ಸವ ಫೆ.10 ರಿಂದ 18ರವರೆಗೆ ವಿವಿಧ ಧಾರ್ಮಿಕ ಕಾರ್ಯಕ್ರಮಗಳೊಂದಿಗೆ ಜರುಗಲಿದೆ. ಜಾತ್ರೆಯ ಅಂಗವಾಗಿ ಪ್ರತಿದಿನ ಬೆಳಿಗ್ಗೆ ಅಭಿಷೇಕ, ಮಹಾಪೂಜೆ, ಪ್ರವಚನ ಹಾಗೂ ಸಂಜೆ ಸಾಂಸ್ಕೃತಿಕ ಕಾರ್ಯಕ್ರಮಗಳು ನಡೆಯಲಿವೆ. ಕೊನೆಯ ದಿನ ರಥೋತ್ಸವ ಜರುಗಲಿದ್ದು, ಸುತ್ತಮುತ್ತಲಿನ ಗ್ರಾಮಗಳ ಭಕ್ತರು ಭಾಗವಹಿಸಿ ದೇವಿಯ ಕೃಪೆಗೆ ಪಾತ್ರರಾಗಬೇಕೆಂದು ಜಾತ್ರಾ ಮಹೋತ್ಸವ ಸಮಿತಿಯವರು ಮನವಿ ಮಾಡಿದ್ದಾರೆ. ಮಹೋತ್ಸವದಲ್ಲಿ ಅನೇಕ ಮಠಾಧೀಶರು ಪಾಲ್ಗೊಳ್ಳಲಿದ್ದಾರೆ. — [446, 113, 566, 190]
quote-text: 24X7 ನೀರಿನ ಯೋಜನೆಯು ಗ್ರಾಮ ಪಂಚಾಯತ ಹಾಗೂ ಜನರ ಸಹಭಾಗಿತ್ವದಲ್ಲಿ ಕ್ಯಾರಕೊಪ್ಪ ಗ್ರಾಮದಲ್ಲಿ ಯಶಸ್ವಿಯಾಗಿ ಅನುಷ್ಠಾನಗೊಳಿಸಲಾಗಿದೆ. ಕರ ವಸೂಲಾತಿ ಹಾಗೂ ಕಾಮಗಾರಿಯ ನಿರ್ವಹಣೆಗೆ ಸಹಕಾರ ಅಗತ್ಯ. — [514, 502, 600, 551]
paper-tagline: ರಾಷ್ಟ್ರ ಜಾಗೃತಿಯ ಪ್ರತೀಕ — [822, 59, 868, 66]
brief-headline: ಪಂಚಕಲ್ಯಾಣ ಪೂಜಾ ಮಹೋತ್ಸವ — [44, 140, 184, 154]
quote-icon: “ — [366, 476, 381, 504]
story-headline: ವಿಶಿಷ್ಟ ಚೇತನರಿಗೆ ವಿಶೇಷ ಉಪಕರಣಗಳ ವಿತರಣೆ — [482, 934, 754, 953]
story-body: • ರಾಯಬಾಗ: ಮಕ್ಕಳಿಗೆ ಶಿಕ್ಷಣದ ಜೊತೆಗೆ ಉತ್ತಮ ಸಂಸ್ಕಾರವನ್ನು ಕಲಿಸುವ ಜವಾಬ್ದಾರಿ ಪಾಲಕರ ಹಾಗೂ ಶಿಕ್ಷಕರ ಮೇಲಿದೆ. ಮಕ್ಕಳು ಭವಿಷ್ಯದಲ್ಲಿ ಉತ್ತಮ ನಾಗರಿಕರಾಗಲು ಸಂಸ್ಕಾರ ಅತ್ಯವಶ್ಯಕ ಎಂದು ಅತಿಥಿಗಳು ಅಭಿಪ್ರಾಯಪಟ್ಟರು. ಪಟ್ಟಣದ ಶಾಲೆಯ ವಾರ್ಷಿಕ ಸ್ನೇಹ ಸಮ್ಮೇಳನ ಕಾರ್ಯಕ್ರಮದಲ್ಲಿ ಅವರು ಮಾತನಾಡಿದರು. ವಿದ್ಯಾರ್ಥಿಗಳು ಕಲಿಕೆಯ ಜೊತೆಗೆ ಕ್ರೀಡೆ ಹಾಗೂ ಸಾಂಸ್ಕೃತಿಕ ಚಟುವಟಿಕೆಗಳಲ್ಲಿ ಪಾಲ್ಗೊಳ್ಳಬೇಕು. ಕಾರ್ಯಕ್ರಮದ ಸಾನ್ನಿಧ್ಯವನ್ನು ಶ್ರೀಗಳು ವಹಿಸಿದ್ದರು. ಶಾಲೆಯ ವಿದ್ಯಾರ್ಥಿಗಳಿಂದ ವಿವಿಧ ಸಾಂಸ್ಕೃತಿಕ ಕಾರ್ಯಕ್ರಮಗಳು ಜರುಗಿದವು. ಶಿಕ್ಷಕರು, ಪಾಲಕರು ಹಾಗೂ ಗಣ್ಯರು ಉಪಸ್ಥಿತರಿದ್ದರು. — [620, 348, 908, 391]
column-rule — [462, 1138, 463, 1440]
story-text: ತಾಲೂಕಿನ ಕಂಕಣವಾಡಿ ಗ್ರಾಮದಲ್ಲಿ ಶ್ರೀ ಕ್ಷೇತ್ರ ಧರ್ಮಸ್ಥಳ ಗ್ರಾಮಾಭಿವೃದ್ಧಿ ಯೋಜನೆಯ ವತಿಯಿಂದ ವಿಶಿಷ್ಟ ಚೇತನರಿಗೆ ವಿವಿಧ ಉಪಕರಣಗಳನ್ನು ವಿತರಿಸಲಾಯಿತು. ಯೋಜನೆಯ ಜಿಲ್ಲಾ ನಿರ್ದೇಶಕರು ಮಾತನಾಡಿ, ಸಮಾಜದಲ್ಲಿ ವಿಶಿಷ್ಟ ಚೇತನರೂ ಸ್ವಾವಲಂಬಿಯಾಗಿ ಬದುಕಲು ಯೋಜನೆ ನೆರವಾಗುತ್ತಿದೆ ಎಂದರು. ಗಾಲಿ ಕುರ್ಚಿ, ವಾಕರ್, ಶ್ರವಣ ಸಾಧನ ಸೇರಿದಂತೆ ವಿವಿಧ ಉಪಕರಣಗಳನ್ನು ಫಲಾನುಭವಿಗಳಿಗೆ ನೀಡಲಾಯಿತು. ಗ್ರಾಮ ಪಂಚಾಯತಿ ಸದಸ್ಯರು, ಸೇವಾ ಪ್ರತಿನಿಧಿಗಳು ಹಾಗೂ ಗ್ರಾಮಸ್ಥರು ಉಪಸ್ಥಿತರಿದ್ದರು. — [638, 1066, 908, 1108]
story-text: ದೇವದಾಸಿ ಪದ್ಧತಿ ವಿರುದ್ಧ ಹೋರಾಟ ನಡೆಸುವ ಮೂಲಕ ಸಮಾಜದಲ್ಲಿ ಜಾಗೃತಿ ಮೂಡಿಸುವ ಅಗತ್ಯವಿದೆ. ಏಡ್ಸ್ ರೋಗದ ಕುರಿತು ಸಾರ್ವಜನಿಕರಲ್ಲಿ ಅರಿವು ಮೂಡಿಸಲು ಅಭಿಯಾನ ಹಮ್ಮಿಕೊಳ್ಳಲಾಗಿದೆ ಎಂದು ಅತಿಥಿಗಳು ಹೇಳಿದರು. ಪಟ್ಟಣದಲ್ಲಿ ಆಯೋಜಿಸಿದ್ದ ಜಾಗೃತಿ ಕಾರ್ಯಕ್ರಮದಲ್ಲಿ ಅವರು ಮಾತನಾಡಿದರು. ಮಹಿಳಾ ಮತ್ತು ಮಕ್ಕಳ ಕಲ್ಯಾಣ ಇಲಾಖೆ, ಆರೋಗ್ಯ ಇಲಾಖೆ ಹಾಗೂ ಸ್ವಯಂಸೇವಾ ಸಂಸ್ಥೆಗಳ ಸಹಯೋಗದಲ್ಲಿ ಕಾರ್ಯಕ್ರಮ ನಡೆಯಿತು. ಇದೇ ಸಂದರ್ಭದಲ್ಲಿ ಸಾಧಕರನ್ನು ಸನ್ಮಾನಿಸಲಾಯಿತು. ಅಧಿಕಾರಿಗಳು, ಜನಪ್ರತಿನಿಧಿಗಳು ಹಾಗೂ ಸಾರ್ವಜನಿಕರು ಪಾಲ್ಗೊಂಡಿದ್ದರು. — [192, 1324, 458, 1366]
story-dateline: ಯಮಕನಮರಡಿ: — [490, 764, 526, 771]
handover-caption — [208, 224, 436, 306]
section-rule — [466, 1300, 698, 1301]
prize-distribution-story — [482, 736, 908, 926]
story-headline: ವಾರ್ಷಿಕ ಸ್ನೇಹ ಸಮ್ಮಿಲನ ಉದ್ಘಾಟನೆ — [620, 316, 747, 328]
brief-body: • ಬೆಳಗಾವಿ: ಪಡ್ನಾಪುರ ಸಮಾಜ ಕಲ್ಯಾಣ ಇಲಾಖೆಯ ವತಿಯಿಂದ ಮಾನ್ಯತೆ ಪಡೆದ ಶಿಕ್ಷಣ ಸಂಸ್ಥೆಗಳಲ್ಲಿ ವ್ಯಾಸಂಗ ಮಾಡುತ್ತಿರುವ ವಿದ್ಯಾರ್ಥಿಗಳಿಂದ 2025-26ನೇ ಸಾಲಿನ ಪ್ರವೇಶಕ್ಕೆ ಅರ್ಜಿ ಆಹ್ವಾನಿಸಲಾಗಿದೆ. ಆಸಕ್ತರು ಇಲಾಖೆಯ ಜಾಲತಾಣ (https://srmrsndg.weebly.com) ಮೂಲಕ ಅರ್ಜಿ ಸಲ್ಲಿಸಬಹುದು ಎಂದು ಪ್ರಕಟಣೆ ತಿಳಿಸಿದೆ. — [38, 925, 190, 968]
lamp-icon — [718, 36, 750, 68]
brief-dateline: ಬೆಳಗಾವಿ: — [46, 696, 67, 704]
story-text: ಮಕ್ಕಳಿಗೆ ಶಿಕ್ಷಣದ ಜೊತೆಗೆ ಉತ್ತಮ ಸಂಸ್ಕಾರವನ್ನು ಕಲಿಸುವ ಜವಾಬ್ದಾರಿ ಪಾಲಕರ ಹಾಗೂ ಶಿಕ್ಷಕರ ಮೇಲಿದೆ. ಮಕ್ಕಳು ಭವಿಷ್ಯದಲ್ಲಿ ಉತ್ತಮ ನಾಗರಿಕರಾಗಲು ಸಂಸ್ಕಾರ ಅತ್ಯವಶ್ಯಕ ಎಂದು ಅತಿಥಿಗಳು ಅಭಿಪ್ರಾಯಪಟ್ಟರು. ಪಟ್ಟಣದ ಶಾಲೆಯ ವಾರ್ಷಿಕ ಸ್ನೇಹ ಸಮ್ಮೇಳನ ಕಾರ್ಯಕ್ರಮದಲ್ಲಿ ಅವರು ಮಾತನಾಡಿದರು. ವಿದ್ಯಾರ್ಥಿಗಳು ಕಲಿಕೆಯ ಜೊತೆಗೆ ಕ್ರೀಡೆ ಹಾಗೂ ಸಾಂಸ್ಕೃತಿಕ ಚಟುವಟಿಕೆಗಳಲ್ಲಿ ಪಾಲ್ಗೊಳ್ಳಬೇಕು. ಕಾರ್ಯಕ್ರಮದ ಸಾನ್ನಿಧ್ಯವನ್ನು ಶ್ರೀಗಳು ವಹಿಸಿದ್ದರು. ಶಾಲೆಯ ವಿದ್ಯಾರ್ಥಿಗಳಿಂದ ವಿವಿಧ ಸಾಂಸ್ಕೃತಿಕ ಕಾರ್ಯಕ್ರಮಗಳು ಜರುಗಿದವು. ಶಿಕ್ಷಕರು, ಪಾಲಕರು ಹಾಗೂ ಗಣ್ಯರು ಉಪಸ್ಥಿತರಿದ್ದರು. — [620, 348, 908, 391]
brief-text: ಪಟ್ಟಣದ ಇಂಜಿನಿಯರಿಂಗ್ ವಿದ್ಯಾರ್ಥಿನಿ ಮುಸ್ಕಾನ್ ಎಂಟೆಕ್ ಪದವಿಯಲ್ಲಿ ವಿಶ್ವೇಶ್ವರಯ್ಯ ತಾಂತ್ರಿಕ ವಿಶ್ವವಿದ್ಯಾಲಯಕ್ಕೆ 1ನೇ ರ‍್ಯಾಂಕ್ ಪಡೆದಿದ್ದಾರೆ. ಕಿತ್ತೂರಿನ ವಿದ್ಯಾರ್ಥಿನಿಯ ಸಾಧನೆಗೆ ಕಾಲೇಜಿನ ಪ್ರಾಚಾರ್ಯರು ಹಾಗೂ ಉಪನ್ಯಾಸಕರು ಅಭಿನಂದನೆ ಸಲ್ಲಿಸಿದ್ದಾರೆ. — [38, 356, 136, 407]
brief-body: • ಬೆಳಗಾವಿ: ಕಿಮ್ಸ್ ಸಂಸ್ಥೆಯ ಡಾ. ಪ್ರಭಾಕರ ಕೋರೆ ಆಸ್ಪತ್ರೆ ಮತ್ತು ವೈದ್ಯಕೀಯ ಸಂಶೋಧನಾ ಕೇಂದ್ರದಲ್ಲಿ ಬೆನ್ನುಹುರಿ ಶಸ್ತ್ರಚಿಕಿತ್ಸಕರು ಫೆ.8 ರಂದು ಬೆಳಿಗ್ಗೆ 10 ರಿಂದ ಮಧ್ಯಾಹ್ನ 1 ಗಂಟೆಯವರೆಗೆ ರೋಗಿಗಳನ್ನು ತಪಾಸಣೆ ಮಾಡಲಿದ್ದಾರೆ. ಹೆಚ್ಚಿನ ಮಾಹಿತಿಗಾಗಿ ಆಸ್ಪತ್ರೆಯ ಸಹಾಯವಾಣಿ ಕೇಂದ್ರ ಸಂಪರ್ಕಿಸಬಹುದು ಎಂದು ಪ್ರಕಟಣೆ ತಿಳಿಸಿದೆ. — [38, 499, 190, 542]
